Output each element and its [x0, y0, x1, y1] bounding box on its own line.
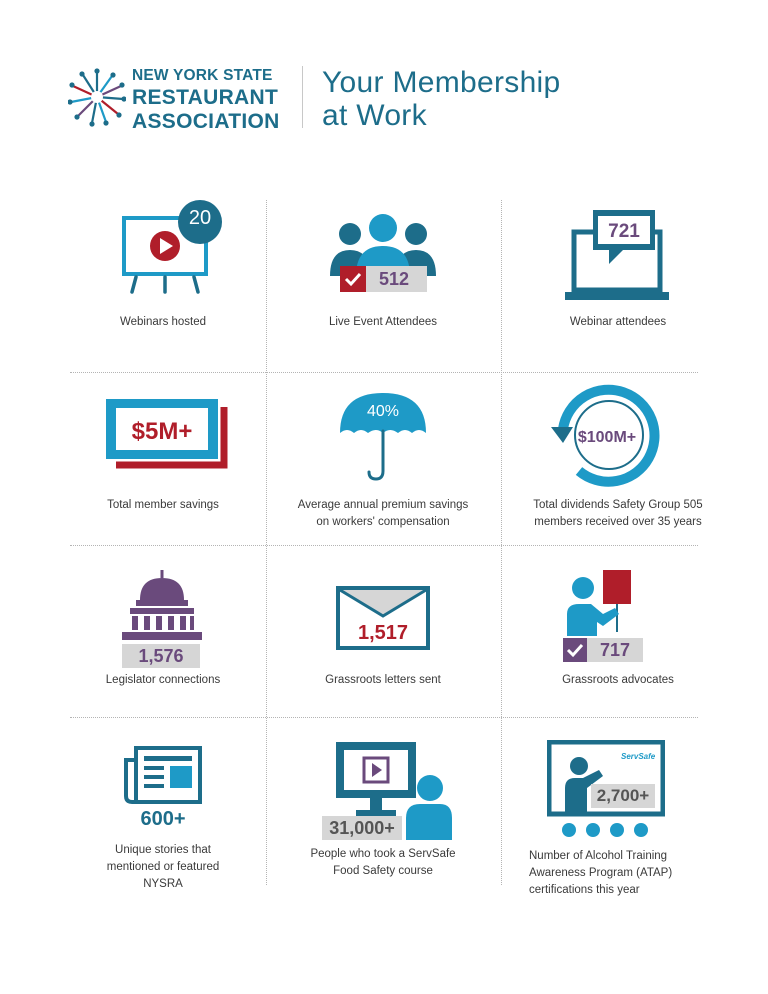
checkmark-icon: [563, 638, 587, 662]
premium-savings-caption: [266, 497, 500, 531]
dividends-caption: [501, 497, 735, 531]
servsafe-course-caption-line-1: People who took a ServSafe: [310, 848, 456, 860]
page-title-line-2: at Work: [322, 99, 427, 132]
stories-caption: [46, 842, 280, 893]
atap-value: 2,700+: [596, 786, 650, 805]
letters-caption: Grassroots letters sent: [325, 674, 441, 686]
advocates-value: 717: [599, 640, 631, 660]
servsafe-brand-logo: ServSafe: [621, 752, 656, 761]
header-divider: [302, 66, 303, 128]
starburst-logo-icon: [68, 66, 126, 128]
stories-caption-line-2: mentioned or featured: [106, 861, 220, 873]
webinar-attendees-value: 721: [608, 221, 640, 242]
stories-value: 600+: [140, 808, 186, 830]
live-event-caption: Live Event Attendees: [328, 316, 438, 328]
legislator-caption: Legislator connections: [105, 674, 221, 686]
stat-live-event-attendees: [266, 200, 500, 370]
member-savings-caption: Total member savings: [107, 499, 219, 511]
member-savings-value: $5M+: [131, 418, 193, 445]
logo-wordmark: [132, 66, 280, 132]
stat-atap-certifications: [501, 718, 735, 898]
checkmark-icon: [340, 266, 366, 292]
logo-line-1: NEW YORK STATE: [132, 67, 273, 84]
premium-savings-caption-line-1: Average annual premium savings: [297, 499, 469, 511]
premium-savings-caption-line-2: on workers' compensation: [316, 516, 450, 528]
webinars-hosted-caption: Webinars hosted: [119, 316, 207, 328]
stat-servsafe-course: [266, 718, 500, 888]
servsafe-course-value: 31,000+: [329, 818, 395, 838]
stat-grassroots-advocates: [501, 546, 735, 716]
atap-caption-line-1: Number of Alcohol Training: [529, 850, 668, 862]
advocates-caption: Grassroots advocates: [562, 674, 674, 686]
newspaper-icon: [122, 746, 204, 806]
capitol-building-icon: [122, 570, 202, 642]
page-title: [322, 66, 561, 132]
stat-legislator-connections: [46, 546, 280, 716]
live-event-value: 512: [378, 269, 410, 289]
webinars-hosted-value: 20: [188, 207, 212, 229]
stories-caption-line-1: Unique stories that: [115, 844, 211, 856]
webinar-attendees-caption: Webinar attendees: [569, 316, 667, 328]
legislator-value-box: [122, 644, 200, 668]
stat-dividends: [501, 373, 735, 543]
atap-caption: [529, 848, 729, 899]
stat-grassroots-letters: [266, 546, 500, 716]
dividends-caption-line-2: members received over 35 years: [534, 516, 702, 528]
nysra-logo: [68, 66, 298, 133]
atap-value-box: [591, 784, 655, 808]
servsafe-course-caption: [266, 846, 500, 880]
stat-member-savings: [46, 373, 280, 543]
dividends-value: $100M+: [577, 429, 637, 446]
stories-caption-line-3: NYSRA: [143, 878, 183, 890]
servsafe-course-value-box: [322, 816, 402, 840]
dividends-caption-line-1: Total dividends Safety Group 505: [533, 499, 703, 511]
logo-line-2: RESTAURANT: [132, 85, 279, 109]
logo-line-3: ASSOCIATION: [132, 109, 280, 133]
atap-caption-line-2: Awareness Program (ATAP): [529, 867, 673, 879]
stat-premium-savings: [266, 373, 500, 543]
person-with-sign-icon: [563, 570, 643, 642]
stat-webinars-hosted: [46, 200, 280, 370]
advocates-value-box: [587, 638, 643, 662]
stat-webinar-attendees: [501, 200, 735, 370]
page-title-line-1: Your Membership: [322, 66, 561, 99]
atap-caption-line-3: certifications this year: [529, 884, 640, 896]
servsafe-course-caption-line-2: Food Safety course: [333, 865, 433, 877]
premium-savings-value: 40%: [366, 403, 400, 420]
live-event-value-box: [361, 266, 427, 292]
stat-unique-stories: [46, 718, 280, 888]
legislator-value: 1,576: [138, 646, 184, 666]
letters-value: 1,517: [357, 622, 409, 644]
